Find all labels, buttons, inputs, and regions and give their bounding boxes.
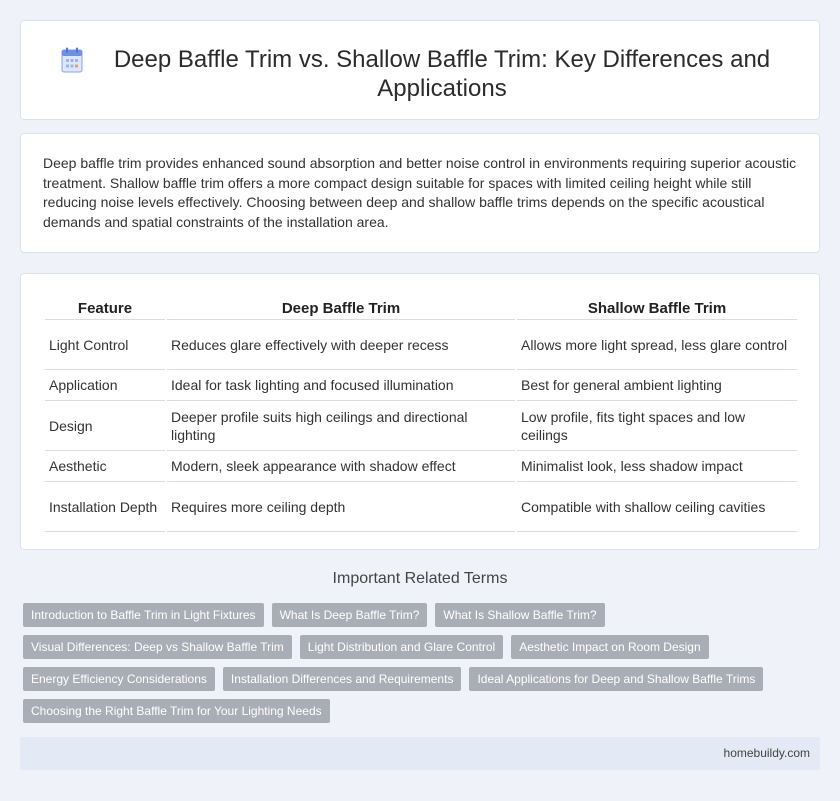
comparison-table	[43, 294, 799, 532]
related-term-tag[interactable]: Energy Efficiency Considerations	[23, 667, 215, 691]
page-title: Deep Baffle Trim vs. Shallow Baffle Trim: Key Differences and Applications	[113, 46, 771, 102]
column-header-shallow: Shallow Baffle Trim	[517, 294, 797, 320]
related-terms-title: Important Related Terms	[332, 570, 508, 587]
table-row	[45, 451, 797, 482]
table-cell: Deeper profile suits high ceilings and directional lighting	[167, 401, 515, 451]
table-cell: Ideal for task lighting and focused illumination	[167, 370, 515, 401]
table-row	[45, 401, 797, 451]
table-row	[45, 370, 797, 401]
comparison-table-card	[20, 273, 820, 550]
related-terms-list	[23, 603, 813, 731]
table-row	[45, 320, 797, 370]
table-cell: Application	[45, 370, 165, 401]
table-cell: Aesthetic	[45, 451, 165, 482]
column-header-feature: Feature	[45, 294, 165, 320]
related-term-tag[interactable]: Visual Differences: Deep vs Shallow Baffle Trim	[23, 635, 292, 659]
header-card	[20, 20, 820, 120]
table-cell: Requires more ceiling depth	[167, 482, 515, 532]
table-header-row	[45, 294, 797, 320]
related-term-tag[interactable]: Installation Differences and Requirements	[223, 667, 462, 691]
related-term-tag[interactable]: Choosing the Right Baffle Trim for Your Lighting Needs	[23, 699, 330, 723]
related-term-tag[interactable]: What Is Deep Baffle Trim?	[272, 603, 428, 627]
table-cell: Compatible with shallow ceiling cavities	[517, 482, 797, 532]
footer-site-link[interactable]: homebuildy.com	[723, 746, 810, 760]
table-cell: Installation Depth	[45, 482, 165, 532]
table-row	[45, 482, 797, 532]
intro-paragraph: Deep baffle trim provides enhanced sound absorption and better noise control in environments requiring superior acoustic treatment. Shallow baffle trim offers a more compact design suitable for spaces with limited ceiling height while still reducing noise levels effectively. Choosing between deep and shallow baffle trims depends on the specific acoustical demands and spatial constraints of the installation area.	[43, 155, 797, 230]
table-cell: Light Control	[45, 320, 165, 370]
table-cell: Reduces glare effectively with deeper recess	[167, 320, 515, 370]
column-header-deep: Deep Baffle Trim	[167, 294, 515, 320]
related-term-tag[interactable]: What Is Shallow Baffle Trim?	[435, 603, 604, 627]
table-cell: Minimalist look, less shadow impact	[517, 451, 797, 482]
footer	[20, 737, 820, 770]
related-term-tag[interactable]: Introduction to Baffle Trim in Light Fixtures	[23, 603, 264, 627]
related-term-tag[interactable]: Aesthetic Impact on Room Design	[511, 635, 708, 659]
document-icon	[61, 47, 83, 73]
intro-card	[20, 133, 820, 253]
related-term-tag[interactable]: Ideal Applications for Deep and Shallow Baffle Trims	[469, 667, 763, 691]
table-cell: Best for general ambient lighting	[517, 370, 797, 401]
table-cell: Design	[45, 401, 165, 451]
related-term-tag[interactable]: Light Distribution and Glare Control	[300, 635, 503, 659]
table-cell: Low profile, fits tight spaces and low ceilings	[517, 401, 797, 451]
table-cell: Allows more light spread, less glare control	[517, 320, 797, 370]
table-cell: Modern, sleek appearance with shadow effect	[167, 451, 515, 482]
